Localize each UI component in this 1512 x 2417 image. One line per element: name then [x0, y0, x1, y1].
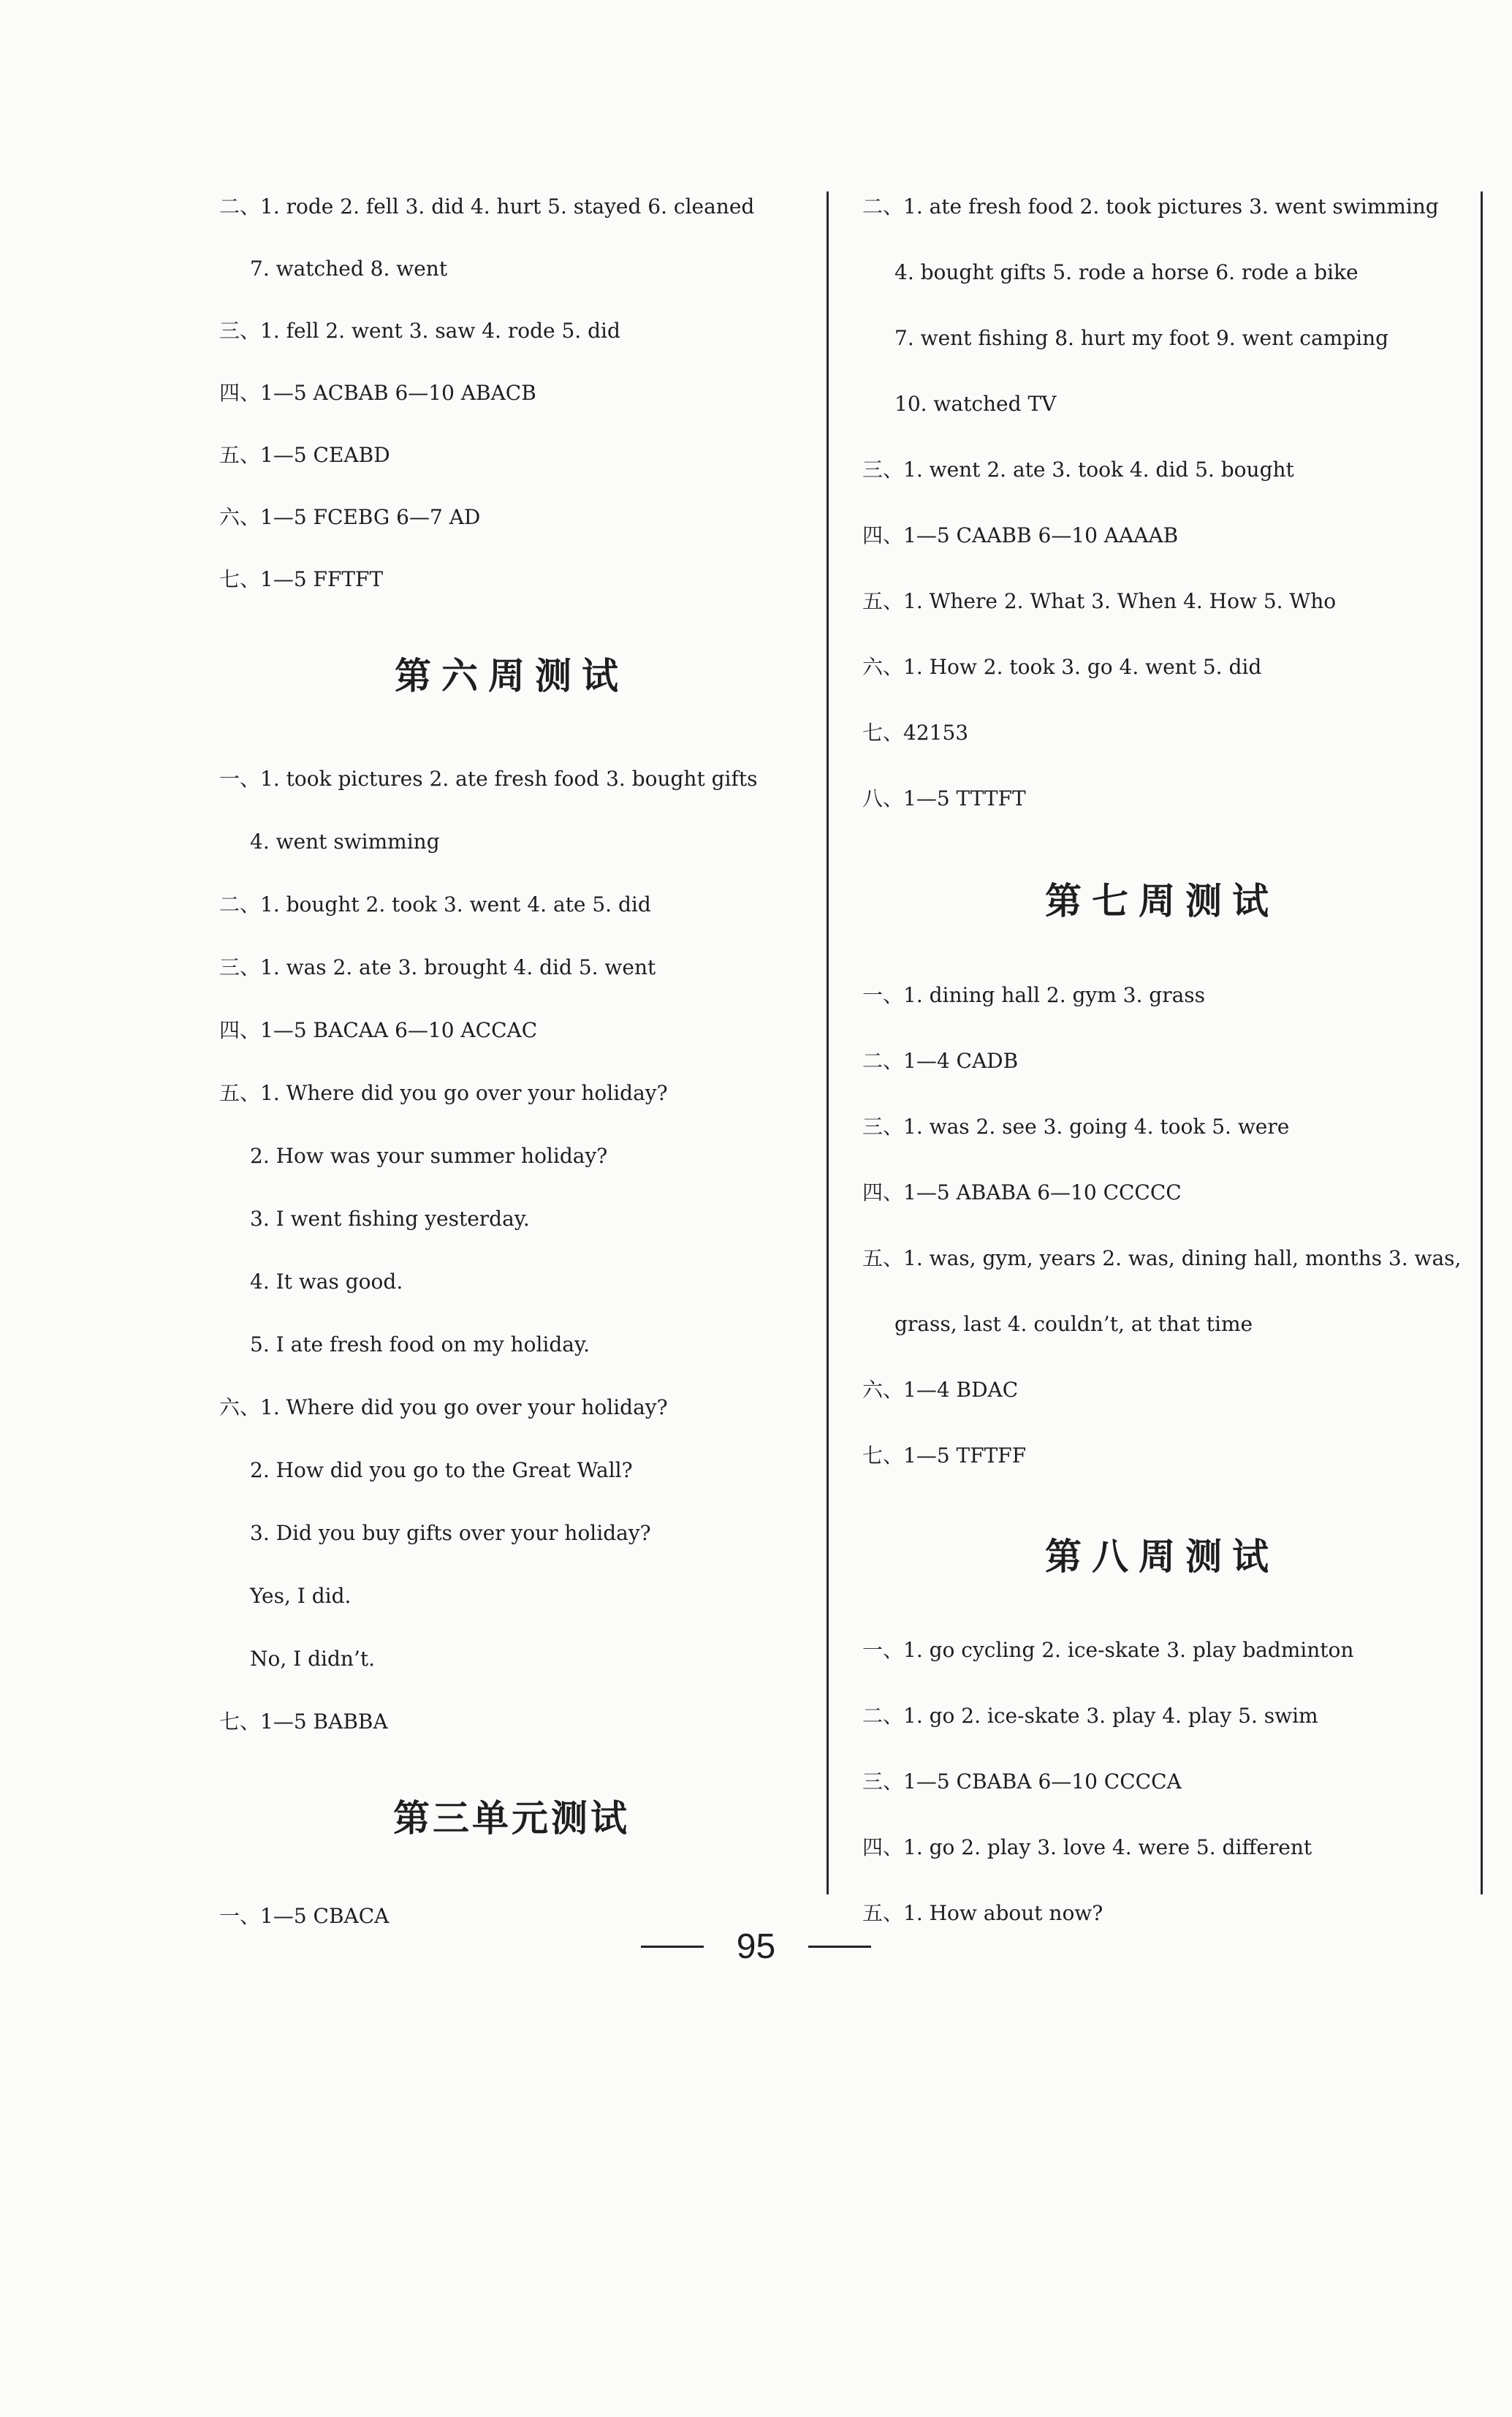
right-edge-line: [1481, 191, 1483, 1894]
answer-line: 四、1—5 ACBAB 6—10 ABACB: [219, 381, 536, 405]
answer-line: 五、1. Where 2. What 3. When 4. How 5. Who: [862, 589, 1337, 613]
answer-line: 七、1—5 FFTFT: [219, 567, 384, 591]
answer-line: grass, last 4. couldn’t, at that time: [894, 1312, 1253, 1336]
answer-line: 一、1. took pictures 2. ate fresh food 3. bought gifts: [219, 767, 758, 791]
answer-line: Yes, I did.: [250, 1584, 352, 1608]
section-heading-unit3: 第三单元测试: [393, 1797, 630, 1840]
answer-line: 三、1. fell 2. went 3. saw 4. rode 5. did: [219, 319, 620, 343]
answer-line: 三、1—5 CBABA 6—10 CCCCA: [862, 1769, 1182, 1794]
page-number: 95: [736, 1927, 776, 1966]
answer-line: 4. bought gifts 5. rode a horse 6. rode a bike: [894, 260, 1359, 284]
answer-line: 二、1. go 2. ice-skate 3. play 4. play 5. swim: [862, 1704, 1318, 1728]
answer-line: 四、1. go 2. play 3. love 4. were 5. different: [862, 1835, 1312, 1859]
answer-line: 五、1. was, gym, years 2. was, dining hall, months 3. was,: [862, 1246, 1462, 1270]
answer-line: 四、1—5 ABABA 6—10 CCCCC: [862, 1180, 1182, 1204]
footer-dash-right: [808, 1946, 871, 1948]
answer-line: 二、1. ate fresh food 2. took pictures 3. went swimming: [862, 194, 1439, 219]
section-heading-week7: 第七周测试: [1045, 880, 1279, 922]
answer-line: 一、1. dining hall 2. gym 3. grass: [862, 983, 1206, 1007]
answer-line: 七、42153: [862, 721, 969, 745]
page-footer: [0, 1927, 1512, 1978]
column-divider: [827, 191, 829, 1894]
answer-line: 二、1. bought 2. took 3. went 4. ate 5. did: [219, 892, 651, 917]
answer-line: 七、1—5 TFTFF: [862, 1443, 1027, 1468]
answer-line: 3. I went fishing yesterday.: [250, 1207, 530, 1231]
answer-line: 4. It was good.: [250, 1270, 403, 1294]
answer-line: 六、1—4 BDAC: [862, 1378, 1019, 1402]
answer-line: 10. watched TV: [894, 392, 1057, 416]
answer-line: No, I didn’t.: [250, 1647, 376, 1671]
answer-line: 四、1—5 CAABB 6—10 AAAAB: [862, 523, 1179, 547]
answer-line: 五、1. How about now?: [862, 1901, 1103, 1925]
section-heading-week8: 第八周测试: [1045, 1536, 1279, 1578]
answer-line: 六、1. Where did you go over your holiday?: [219, 1395, 668, 1419]
answer-line: 八、1—5 TTTFT: [862, 786, 1026, 811]
answer-line: 四、1—5 BACAA 6—10 ACCAC: [219, 1018, 538, 1042]
answer-line: 三、1. went 2. ate 3. took 4. did 5. bought: [862, 458, 1294, 482]
answer-line: 七、1—5 BABBA: [219, 1710, 388, 1734]
answer-line: 7. went fishing 8. hurt my foot 9. went camping: [894, 326, 1389, 350]
answer-line: 二、1. rode 2. fell 3. did 4. hurt 5. stayed 6. cleaned: [219, 194, 755, 219]
answer-line: 六、1. How 2. took 3. go 4. went 5. did: [862, 655, 1262, 679]
answer-line: 2. How was your summer holiday?: [250, 1144, 608, 1168]
answer-line: 三、1. was 2. ate 3. brought 4. did 5. went: [219, 955, 656, 979]
answer-line: 4. went swimming: [250, 830, 440, 854]
answer-line: 一、1. go cycling 2. ice-skate 3. play badminton: [862, 1638, 1354, 1662]
answer-line: 三、1. was 2. see 3. going 4. took 5. were: [862, 1115, 1290, 1139]
section-heading-week6: 第六周测试: [395, 655, 628, 697]
answer-line: 六、1—5 FCEBG 6—7 AD: [219, 505, 481, 529]
answer-line: 2. How did you go to the Great Wall?: [250, 1458, 633, 1482]
answer-line: 二、1—4 CADB: [862, 1049, 1019, 1073]
answer-line: 5. I ate fresh food on my holiday.: [250, 1332, 590, 1357]
footer-dash-left: [641, 1946, 704, 1948]
answer-line: 7. watched 8. went: [250, 257, 448, 281]
answer-line: 五、1—5 CEABD: [219, 443, 390, 467]
answer-line: 3. Did you buy gifts over your holiday?: [250, 1521, 651, 1545]
answer-line: 五、1. Where did you go over your holiday?: [219, 1081, 668, 1105]
answer-line: 一、1—5 CBACA: [219, 1904, 390, 1928]
